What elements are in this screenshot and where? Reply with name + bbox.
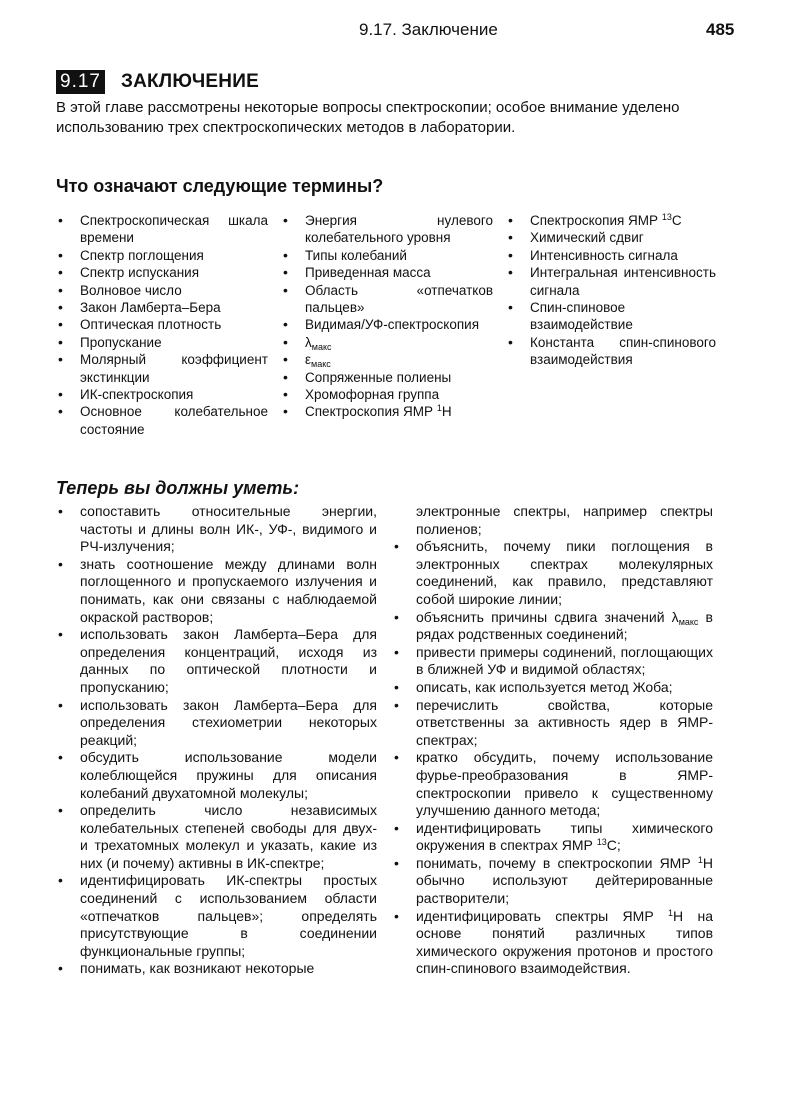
term-text: Спектроскопия ЯМР: [305, 404, 437, 420]
skill-item: [392, 820, 713, 855]
skill-text: идентифицировать типы химического окружения в спектрах ЯМР: [416, 819, 713, 854]
superscript: 1: [668, 907, 674, 918]
superscript: 1: [697, 854, 703, 865]
skill-item: • использовать закон Ламберта–Бера для определения концентраций, исходя из данных по оптической плотности и пропусканию;: [56, 626, 377, 696]
term-item: • ИК-спектроскопия: [56, 386, 268, 403]
term-item: [281, 334, 493, 351]
section-number-badge: 9.17: [56, 70, 105, 94]
section-heading: [56, 70, 259, 94]
terms-column-1: [56, 212, 268, 438]
superscript: 1: [436, 403, 442, 414]
skill-text: H на основе понятий различных типов химического окружения протонов и простого спин-спинового взаимодействия.: [416, 907, 713, 977]
term-item: • Сопряженные полиены: [281, 369, 493, 386]
term-item: • Волновое число: [56, 282, 268, 299]
term-item: • Спектр испускания: [56, 264, 268, 281]
skill-item: • сопоставить относительные энергии, частоты и длины волн ИК-, УФ-, видимого и РЧ-излучения;: [56, 503, 377, 556]
term-item: • Оптическая плотность: [56, 316, 268, 333]
skill-text: C;: [606, 837, 621, 854]
skill-item-continuation: электронные спектры, например спектры полиенов;: [416, 503, 713, 537]
term-item: [281, 351, 493, 368]
skill-item: • привести примеры содинений, поглощающих в ближней УФ и видимой областях;: [392, 644, 713, 679]
subscript: макс: [311, 359, 331, 370]
skill-item: • обсудить использование модели колеблющейся пружины для описания колебаний двухатомной молекулы;: [56, 749, 377, 802]
skill-item: • кратко обсудить, почему использование фурье-преобразования в ЯМР-спектроскопии привело к существенному улучшению данного метода;: [392, 749, 713, 819]
superscript: 13: [596, 837, 607, 848]
skill-item: • понимать, как возникают некоторые: [56, 960, 377, 978]
subscript: макс: [311, 341, 332, 352]
intro-paragraph: В этой главе рассмотрены некоторые вопросы спектроскопии; особое внимание уделено использованию трех спектроскопических методов в лаборатории.: [56, 99, 680, 136]
term-item: • Типы колебаний: [281, 247, 493, 264]
skills-column-left: [56, 503, 377, 978]
term-item: • Интегральная интенсивность сигнала: [506, 264, 716, 299]
skills-heading: Теперь вы должны уметь:: [56, 478, 300, 498]
term-item: • Закон Ламберта–Бера: [56, 299, 268, 316]
superscript: 13: [661, 212, 672, 222]
terms-heading: Что означают следующие термины?: [56, 176, 384, 196]
skill-text: в рядах родственных соединений;: [416, 608, 713, 643]
section-title: ЗАКЛЮЧЕНИЕ: [120, 71, 259, 92]
term-text: C: [671, 213, 682, 228]
term-item: • Интенсивность сигнала: [506, 247, 716, 264]
skill-item: • знать соотношение между длинами волн поглощенного и пропускаемого излучения и понимать, как они связаны с наблюдаемой окраской растворов;: [56, 556, 377, 626]
term-item: • Спектр поглощения: [56, 247, 268, 264]
skill-item: • перечислить свойства, которые ответственны за активность ядер в ЯМР-спектрах;: [392, 697, 713, 750]
page-number: 485: [706, 20, 735, 39]
term-item: • Химический сдвиг: [506, 229, 716, 246]
terms-column-2: [281, 212, 493, 421]
skill-text: H обычно используют дейтерированные растворители;: [416, 854, 713, 907]
term-item: • Основное колебательное состояние: [56, 403, 268, 438]
skill-item: • определить число независимых колебательных степеней свободы для двух- и трехатомных молекул и указать, какие из них (и почему) активны в ИК-спектре;: [56, 802, 377, 872]
term-item: • Спин-спиновое взаимодействие: [506, 299, 716, 334]
lambda-symbol: λ: [305, 334, 312, 350]
skill-item: • использовать закон Ламберта–Бера для определения стехиометрии некоторых реакций;: [56, 697, 377, 750]
skill-item: [392, 855, 713, 908]
term-item: [281, 403, 493, 420]
running-head: [0, 20, 794, 44]
term-text: H: [441, 404, 452, 420]
term-item: • Молярный коэффициент экстинкции: [56, 351, 268, 386]
term-item: • Константа спин-спинового взаимодействия: [506, 334, 716, 369]
term-item: • Приведенная масса: [281, 264, 493, 281]
skill-item: • объяснить, почему пики поглощения в электронных спектрах молекулярных соединений, как правило, представляют собой широкие линии;: [392, 538, 713, 608]
term-item: • Область «отпечатков пальцев»: [281, 282, 493, 317]
skill-text: идентифицировать спектры ЯМР: [416, 907, 668, 924]
skill-item: • идентифицировать ИК-спектры простых соединений с использованием области «отпечатков пальцев»; определять присутствующие в соединении функциональные группы;: [56, 872, 377, 960]
skills-column-right: [392, 503, 713, 978]
term-item: • Пропускание: [56, 334, 268, 351]
term-item: [506, 212, 716, 229]
term-text: Спектроскопия ЯМР: [530, 213, 662, 228]
skill-item: [392, 609, 713, 644]
term-item: • Энергия нулевого колебательного уровня: [281, 212, 493, 247]
running-title: 9.17. Заключение: [359, 20, 498, 39]
terms-column-3: [506, 212, 716, 369]
skill-item: • описать, как используется метод Жоба;: [392, 679, 713, 697]
term-item: • Видимая/УФ-спектроскопия: [281, 316, 493, 333]
term-item: • Спектроскопическая шкала времени: [56, 212, 268, 247]
skill-text: понимать, почему в спектроскопии ЯМР: [416, 854, 698, 871]
subscript: макс: [678, 616, 699, 627]
skill-item: [392, 908, 713, 978]
epsilon-symbol: ε: [305, 352, 312, 368]
term-item: • Хромофорная группа: [281, 386, 493, 403]
skills-list-right: [392, 538, 713, 978]
skill-text: объяснить причины сдвига значений λ: [416, 608, 679, 625]
